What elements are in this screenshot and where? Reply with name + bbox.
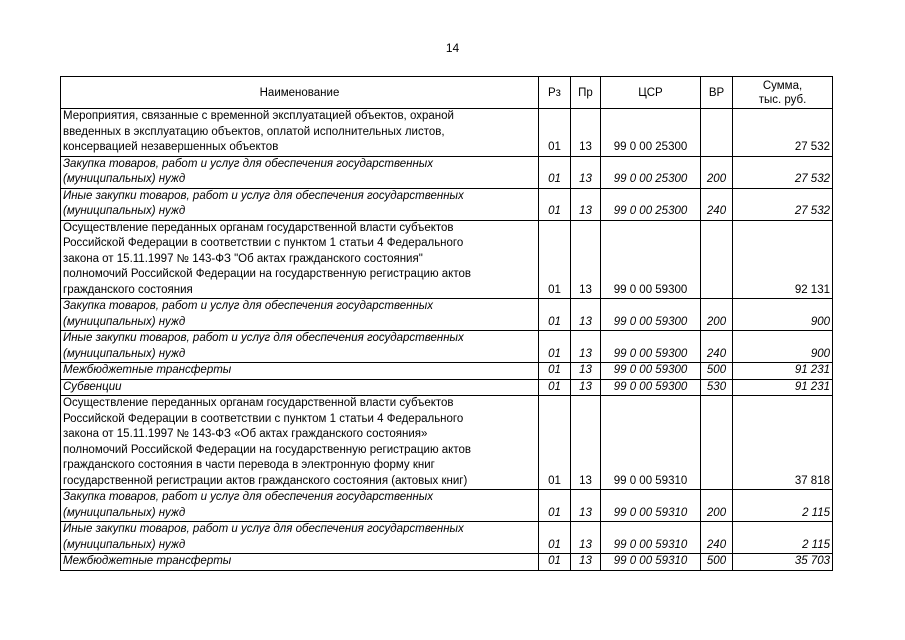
cell-vr: 200	[701, 299, 733, 331]
table-row	[61, 363, 833, 380]
header-vr: ВР	[701, 77, 733, 109]
cell-sum: 27 532	[733, 156, 833, 188]
cell-pr: 13	[571, 156, 601, 188]
cell-csr: 99 0 00 59310	[601, 522, 701, 554]
cell-vr: 500	[701, 554, 733, 571]
cell-sum: 37 818	[733, 396, 833, 490]
cell-vr	[701, 109, 733, 157]
cell-pr: 13	[571, 554, 601, 571]
cell-name: Мероприятия, связанные с временной эксплуатацией объектов, охраной введенных в эксплуатацию объектов, оплатой исполнительных листов, консервацией незавершенных объектов	[61, 109, 539, 157]
cell-rz: 01	[539, 379, 571, 396]
cell-csr: 99 0 00 59300	[601, 363, 701, 380]
cell-pr: 13	[571, 188, 601, 220]
cell-rz: 01	[539, 220, 571, 299]
table-row	[61, 156, 833, 188]
cell-csr: 99 0 00 59300	[601, 379, 701, 396]
header-sum: Сумма, тыс. руб.	[733, 77, 833, 109]
cell-name: Иные закупки товаров, работ и услуг для обеспечения государственных (муниципальных) нужд	[61, 522, 539, 554]
table-row	[61, 299, 833, 331]
cell-pr: 13	[571, 299, 601, 331]
cell-csr: 99 0 00 59310	[601, 490, 701, 522]
cell-rz: 01	[539, 554, 571, 571]
cell-name: Закупка товаров, работ и услуг для обеспечения государственных (муниципальных) нужд	[61, 156, 539, 188]
cell-sum: 27 532	[733, 109, 833, 157]
cell-rz: 01	[539, 396, 571, 490]
cell-rz: 01	[539, 331, 571, 363]
header-csr: ЦСР	[601, 77, 701, 109]
cell-pr: 13	[571, 363, 601, 380]
table-body	[61, 109, 833, 571]
cell-vr	[701, 396, 733, 490]
cell-csr: 99 0 00 59310	[601, 554, 701, 571]
table-row	[61, 554, 833, 571]
cell-name: Закупка товаров, работ и услуг для обеспечения государственных (муниципальных) нужд	[61, 299, 539, 331]
cell-sum: 35 703	[733, 554, 833, 571]
cell-sum: 2 115	[733, 490, 833, 522]
table-row	[61, 109, 833, 157]
cell-rz: 01	[539, 188, 571, 220]
cell-rz: 01	[539, 156, 571, 188]
cell-vr: 200	[701, 156, 733, 188]
cell-csr: 99 0 00 25300	[601, 188, 701, 220]
cell-csr: 99 0 00 25300	[601, 156, 701, 188]
cell-pr: 13	[571, 220, 601, 299]
cell-rz: 01	[539, 299, 571, 331]
cell-vr: 240	[701, 522, 733, 554]
cell-sum: 2 115	[733, 522, 833, 554]
cell-csr: 99 0 00 59300	[601, 220, 701, 299]
table-row	[61, 522, 833, 554]
table-row	[61, 331, 833, 363]
cell-csr: 99 0 00 25300	[601, 109, 701, 157]
cell-name: Субвенции	[61, 379, 539, 396]
cell-pr: 13	[571, 379, 601, 396]
cell-vr: 500	[701, 363, 733, 380]
cell-csr: 99 0 00 59300	[601, 299, 701, 331]
cell-pr: 13	[571, 331, 601, 363]
cell-name: Иные закупки товаров, работ и услуг для обеспечения государственных (муниципальных) нужд	[61, 188, 539, 220]
cell-rz: 01	[539, 490, 571, 522]
cell-rz: 01	[539, 109, 571, 157]
cell-pr: 13	[571, 490, 601, 522]
header-name: Наименование	[61, 77, 539, 109]
cell-sum: 91 231	[733, 363, 833, 380]
cell-rz: 01	[539, 363, 571, 380]
cell-name: Межбюджетные трансферты	[61, 363, 539, 380]
cell-sum: 91 231	[733, 379, 833, 396]
header-rz: Рз	[539, 77, 571, 109]
cell-sum: 92 131	[733, 220, 833, 299]
cell-pr: 13	[571, 109, 601, 157]
table-row	[61, 490, 833, 522]
cell-csr: 99 0 00 59300	[601, 331, 701, 363]
page-number: 14	[445, 41, 460, 55]
table-header-row	[61, 77, 833, 109]
cell-vr: 240	[701, 331, 733, 363]
table-row	[61, 220, 833, 299]
cell-name: Осуществление переданных органам государственной власти субъектов Российской Федерации в соответствии с пунктом 1 статьи 4 Федерального закона от 15.11.1997 № 143-ФЗ «Об актах гражданского состояния» полномочий Российской Федерации на государственную регистрацию актов гражданского состояния в части перевода в электронную форму книг государственной регистрации актов гражданского состояния (актовых книг)	[61, 396, 539, 490]
cell-name: Закупка товаров, работ и услуг для обеспечения государственных (муниципальных) нужд	[61, 490, 539, 522]
cell-pr: 13	[571, 396, 601, 490]
table-row	[61, 188, 833, 220]
cell-sum: 900	[733, 331, 833, 363]
cell-vr	[701, 220, 733, 299]
budget-table	[60, 76, 833, 571]
cell-csr: 99 0 00 59310	[601, 396, 701, 490]
cell-vr: 530	[701, 379, 733, 396]
cell-pr: 13	[571, 522, 601, 554]
table-row	[61, 396, 833, 490]
cell-name: Межбюджетные трансферты	[61, 554, 539, 571]
cell-sum: 27 532	[733, 188, 833, 220]
cell-name: Иные закупки товаров, работ и услуг для обеспечения государственных (муниципальных) нужд	[61, 331, 539, 363]
cell-vr: 200	[701, 490, 733, 522]
cell-rz: 01	[539, 522, 571, 554]
header-pr: Пр	[571, 77, 601, 109]
cell-vr: 240	[701, 188, 733, 220]
cell-name: Осуществление переданных органам государственной власти субъектов Российской Федерации в соответствии с пунктом 1 статьи 4 Федерального закона от 15.11.1997 № 143-ФЗ "Об актах гражданского состояния" полномочий Российской Федерации на государственную регистрацию актов гражданского состояния	[61, 220, 539, 299]
cell-sum: 900	[733, 299, 833, 331]
table-row	[61, 379, 833, 396]
